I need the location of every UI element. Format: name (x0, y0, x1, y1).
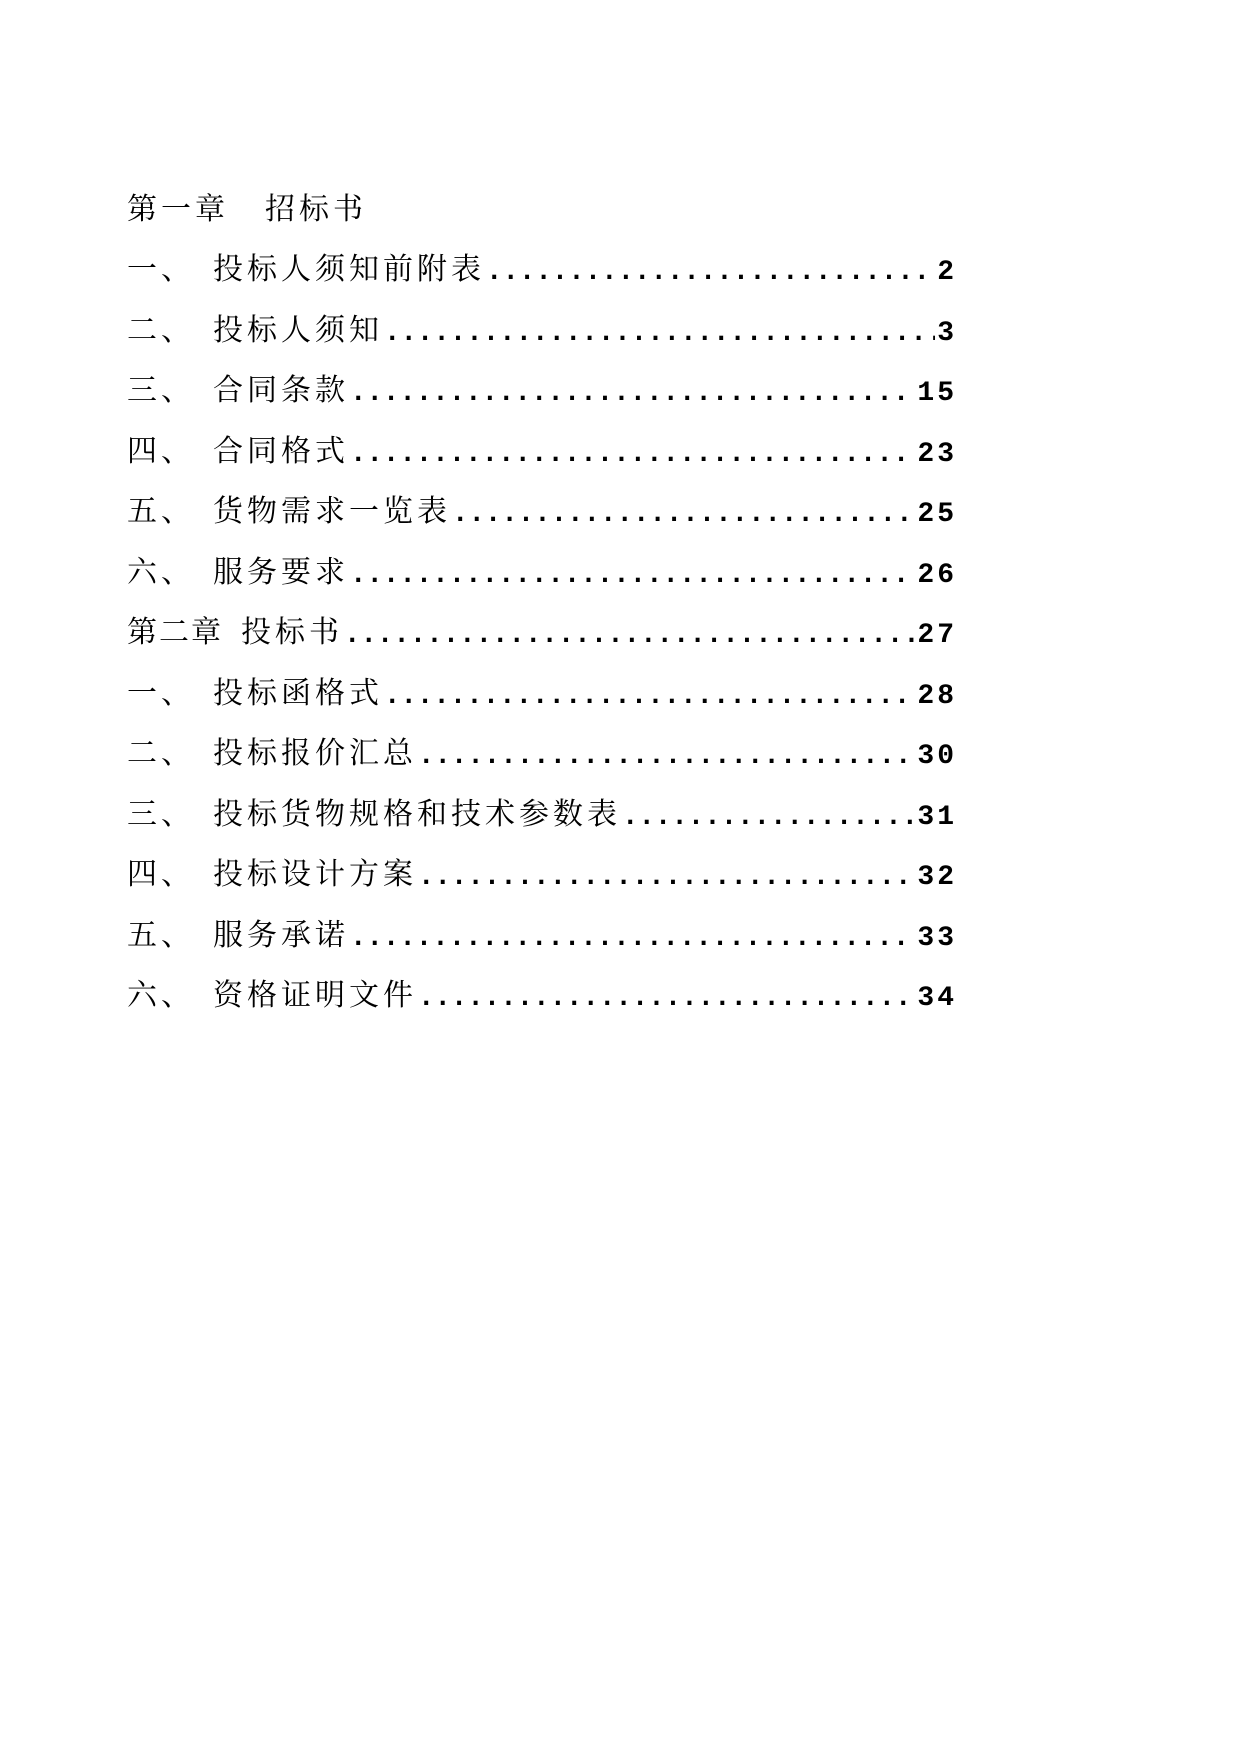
dot-leader (419, 967, 915, 1028)
toc-entry-1-2[interactable] (127, 301, 957, 362)
toc-entry-page: 30 (917, 741, 957, 772)
toc-entry-label: 合同条款 (213, 373, 349, 408)
toc-entry-number: 六、 (127, 554, 195, 590)
toc-entry-number: 三、 (127, 796, 195, 832)
toc-entry-1-6[interactable] (127, 543, 957, 604)
dot-leader (385, 302, 935, 363)
toc-entry-label: 投标货物规格和技术参数表 (213, 796, 621, 832)
toc-entry-page: 33 (917, 922, 957, 954)
toc-entry-number: 三、 (127, 373, 195, 408)
toc-entry-number: 四、 (127, 857, 195, 892)
toc-entry-2-5[interactable] (127, 906, 957, 967)
chapter-2-title: 第二章 (127, 615, 223, 650)
chapter-1-heading (127, 180, 957, 240)
toc-entry-label: 服务承诺 (213, 917, 349, 953)
toc-entry-label: 服务要求 (213, 554, 349, 590)
toc-entry-page: 15 (917, 378, 957, 409)
toc-entry-1-1[interactable] (127, 240, 957, 301)
toc-entry-page: 32 (917, 862, 957, 893)
toc-entry-number: 一、 (127, 675, 195, 711)
toc-entry-2-6[interactable] (127, 966, 957, 1027)
chapter-2-page: 27 (917, 620, 957, 651)
toc-entry-number: 四、 (127, 433, 195, 469)
toc-entry-1-4[interactable] (127, 422, 957, 483)
toc-entry-1-3[interactable] (127, 361, 957, 422)
toc-entry-label: 投标函格式 (213, 675, 383, 711)
toc-entry-page: 2 (937, 257, 957, 288)
toc-entry-number: 五、 (127, 494, 195, 529)
toc-entry-page: 26 (917, 559, 957, 591)
toc-entry-page: 23 (917, 438, 957, 470)
dot-leader (623, 786, 915, 847)
dot-leader (419, 725, 915, 786)
toc-entry-2-3[interactable] (127, 785, 957, 846)
dot-leader (351, 362, 915, 423)
toc-entry-label: 货物需求一览表 (213, 494, 451, 529)
dot-leader (351, 907, 915, 968)
dot-leader (351, 544, 915, 605)
toc-entry-number: 二、 (127, 736, 195, 771)
toc-entry-1-5[interactable] (127, 482, 957, 543)
toc-entry-number: 五、 (127, 917, 195, 953)
toc-entry-2-4[interactable] (127, 845, 957, 906)
table-of-contents (127, 180, 957, 1027)
chapter-2-heading[interactable] (127, 603, 957, 664)
toc-entry-number: 二、 (127, 312, 195, 348)
toc-entry-label: 投标设计方案 (213, 857, 417, 892)
dot-leader (345, 604, 915, 665)
dot-leader (351, 423, 915, 484)
toc-entry-label: 投标报价汇总 (213, 736, 417, 771)
toc-entry-2-2[interactable] (127, 724, 957, 785)
chapter-2-subtitle: 投标书 (241, 615, 343, 650)
toc-entry-2-1[interactable] (127, 664, 957, 725)
toc-entry-page: 31 (917, 801, 957, 833)
dot-leader (487, 241, 935, 302)
toc-entry-number: 一、 (127, 252, 195, 287)
toc-entry-page: 25 (917, 499, 957, 530)
toc-entry-number: 六、 (127, 978, 195, 1013)
chapter-1-subtitle: 招标书 (265, 192, 367, 227)
toc-entry-page: 28 (917, 680, 957, 712)
toc-entry-page: 3 (937, 317, 957, 349)
dot-leader (385, 665, 915, 726)
dot-leader (453, 483, 915, 544)
dot-leader (419, 846, 915, 907)
toc-entry-label: 资格证明文件 (213, 978, 417, 1013)
chapter-1-title: 第一章 (127, 192, 229, 227)
toc-entry-label: 投标人须知 (213, 312, 383, 348)
toc-entry-page: 34 (917, 983, 957, 1014)
toc-entry-label: 投标人须知前附表 (213, 252, 485, 287)
toc-entry-label: 合同格式 (213, 433, 349, 469)
